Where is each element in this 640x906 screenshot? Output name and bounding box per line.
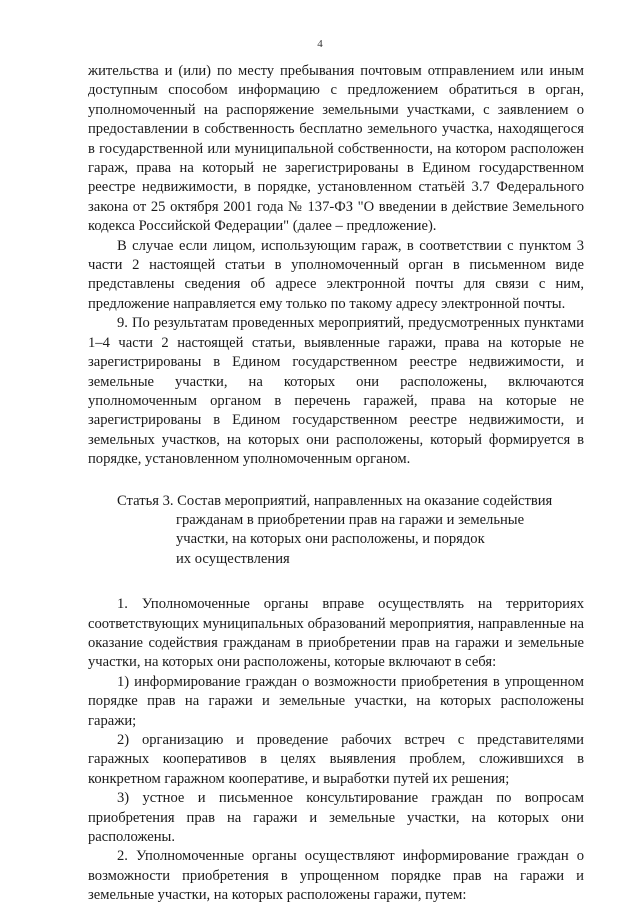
paragraph-art3-2: 2. Уполномоченные органы осуществляют информирование граждан о возможности приобретения в упрощенном порядке прав на гаражи и земельные участки, на которых расположены гаражи, путем: xyxy=(88,848,584,904)
paragraph-email: В случае если лицом, использующим гараж, в соответствии с пунктом 3 части 2 настоящей статьи в уполномоченный орган в письменном виде представлены сведения об адресе электронной почты для связи с ним, предложение направляется ему только по такому адресу электронной почты. xyxy=(88,237,584,312)
paragraph-continuation: жительства и (или) по месту пребывания почтовым отправлением или иным доступным способом информацию с предложением обратиться в орган, уполномоченный на распоряжение земельными участками, с заявлением о предоставлении в собственность бесплатно земельного участка, находящегося в государственной или муниципальной собственности, на котором расположен гараж, права на который не зарегистрированы в Едином государственном реестре недвижимости, в порядке, установленном статьёй 3.7 Федерального закона от 25 октября 2001 года № 137-ФЗ "О введении в действие Земельного кодекса Российской Федерации" (далее – предложение). xyxy=(88,63,584,235)
paragraph-item-9: 9. По результатам проведенных мероприятий, предусмотренных пунктами 1–4 части 2 настоящей статьи, выявленные гаражи, права на которые не зарегистрированы в Едином государственном реестре недвижимости, и земельные участки, на которых они расположены, включаются уполномоченным органом в перечень гаражей, права на которые не зарегистрированы в Едином государственном реестре недвижимости, и земельных участков, на которых они расположены, который формируется в порядке, установленном уполномоченным органом. xyxy=(88,315,584,468)
paragraph-art3-1-3: 3) устное и письменное консультирование граждан по вопросам приобретения прав на гаражи и земельные участки, на которых они расположены. xyxy=(88,790,584,846)
article-heading-line: гражданам в приобретении прав на гаражи и земельные xyxy=(176,511,525,528)
paragraph-art3-1: 1. Уполномоченные органы вправе осуществлять на территориях соответствующих муниципальных образований мероприятия, направленные на оказание содействия гражданам в приобретении прав на гаражи и земельные участки, на которых они расположены, которые включают в себя: xyxy=(88,596,584,671)
article-heading-line: их осуществления xyxy=(176,550,290,567)
article-heading-line: участки, на которых они расположены, и порядок xyxy=(176,531,485,548)
paragraph-art3-1-2: 2) организацию и проведение рабочих встреч с представителями гаражных кооперативов в целях выявления проблем, сложившихся в конкретном гаражном кооперативе, и выработки путей их решения; xyxy=(88,732,584,787)
paragraph-art3-1-1: 1) информирование граждан о возможности приобретения в упрощенном порядке прав на гаражи и земельные участки, на которых расположены гаражи; xyxy=(88,673,584,729)
paragraphs-after-article xyxy=(88,595,584,906)
spacer xyxy=(88,569,584,595)
paragraphs-before-article xyxy=(88,62,584,470)
document-body xyxy=(88,62,584,906)
page-number: 4 xyxy=(317,38,323,50)
article-heading-line: Статья 3. Состав мероприятий, направленных на оказание содействия xyxy=(117,492,553,509)
article-heading xyxy=(117,492,562,570)
